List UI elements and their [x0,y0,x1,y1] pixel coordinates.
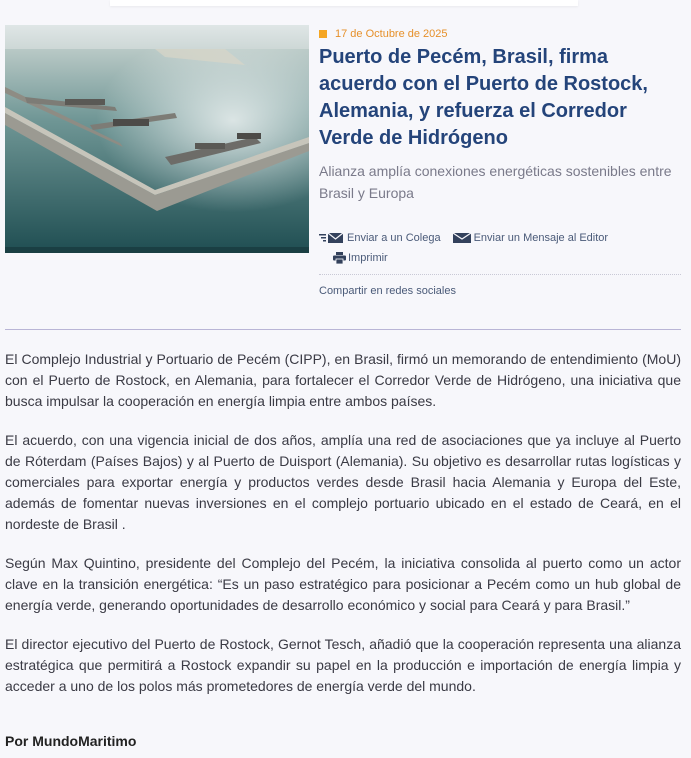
print-link[interactable] [333,252,388,264]
body-paragraph: Según Max Quintino, presidente del Complejo del Pecém, la iniciativa consolida al puerto como un actor clave en la transición energética: “Es un paso estratégico para posicionar a Pecém como un hub global de energía verde, generando oportunidades de desarrollo económico y social para Ceará y para Brasil.” [5,555,681,613]
send-to-colleague-label: Enviar a un Colega [347,232,441,244]
body-paragraph: El director ejecutivo del Puerto de Rostock, Gernot Tesch, añadió que la cooperación representa una alianza estratégica que permitirá a Rostock expandir su papel en la producción e importación de energía limpia y acceder a uno de los polos más prometedores de energía verde del mundo. [5,636,681,694]
share-social-link[interactable]: Compartir en redes sociales [319,285,456,297]
send-colleague-icon [319,232,345,244]
send-to-editor-link[interactable] [453,232,609,244]
article-header [319,26,681,297]
print-label: Imprimir [348,252,388,264]
article-photo-port-aerial [5,25,309,253]
article-body [5,349,681,715]
printer-icon [333,252,346,264]
article-date: 17 de Octubre de 2025 [335,28,448,40]
envelope-icon [453,232,472,244]
action-row-send [319,228,681,248]
body-paragraph: El acuerdo, con una vigencia inicial de dos años, amplía una red de asociaciones que ya incluye al Puerto de Róterdam (Países Bajos) y al Puerto de Duisport (Alemania). Su objetivo es desarrollar rutas logísticas y comerciales para exportar energía y productos verdes desde Brasil hacia Alemania y Europa del Este, además de fomentar nuevas inversiones en el complejo portuario ubicado en el estado de Ceará, en el nordeste de Brasil . [5,432,681,532]
top-bar [110,0,578,6]
article-actions [319,228,681,275]
action-row-print [319,248,681,268]
article-title: Puerto de Pecém, Brasil, firma acuerdo con el Puerto de Rostock, Alemania, y refuerza el Corredor Verde de Hidrógeno [319,46,648,149]
send-to-editor-label: Enviar un Mensaje al Editor [473,232,609,244]
body-paragraph: El Complejo Industrial y Portuario de Pecém (CIPP), en Brasil, firmó un memorando de entendimiento (MoU) con el Puerto de Rostock, en Alemania, para fortalecer el Corredor Verde de Hidrógeno, una iniciativa que busca impulsar la cooperación en energía limpia entre ambos países. [5,351,681,409]
article-byline: Por MundoMaritimo [5,733,137,749]
article-subtitle: Alianza amplía conexiones energéticas sostenibles entre Brasil y Europa [319,163,672,201]
send-to-colleague-link[interactable] [319,232,441,244]
section-divider [5,329,681,330]
date-marker [319,30,327,38]
date-row [319,26,681,42]
